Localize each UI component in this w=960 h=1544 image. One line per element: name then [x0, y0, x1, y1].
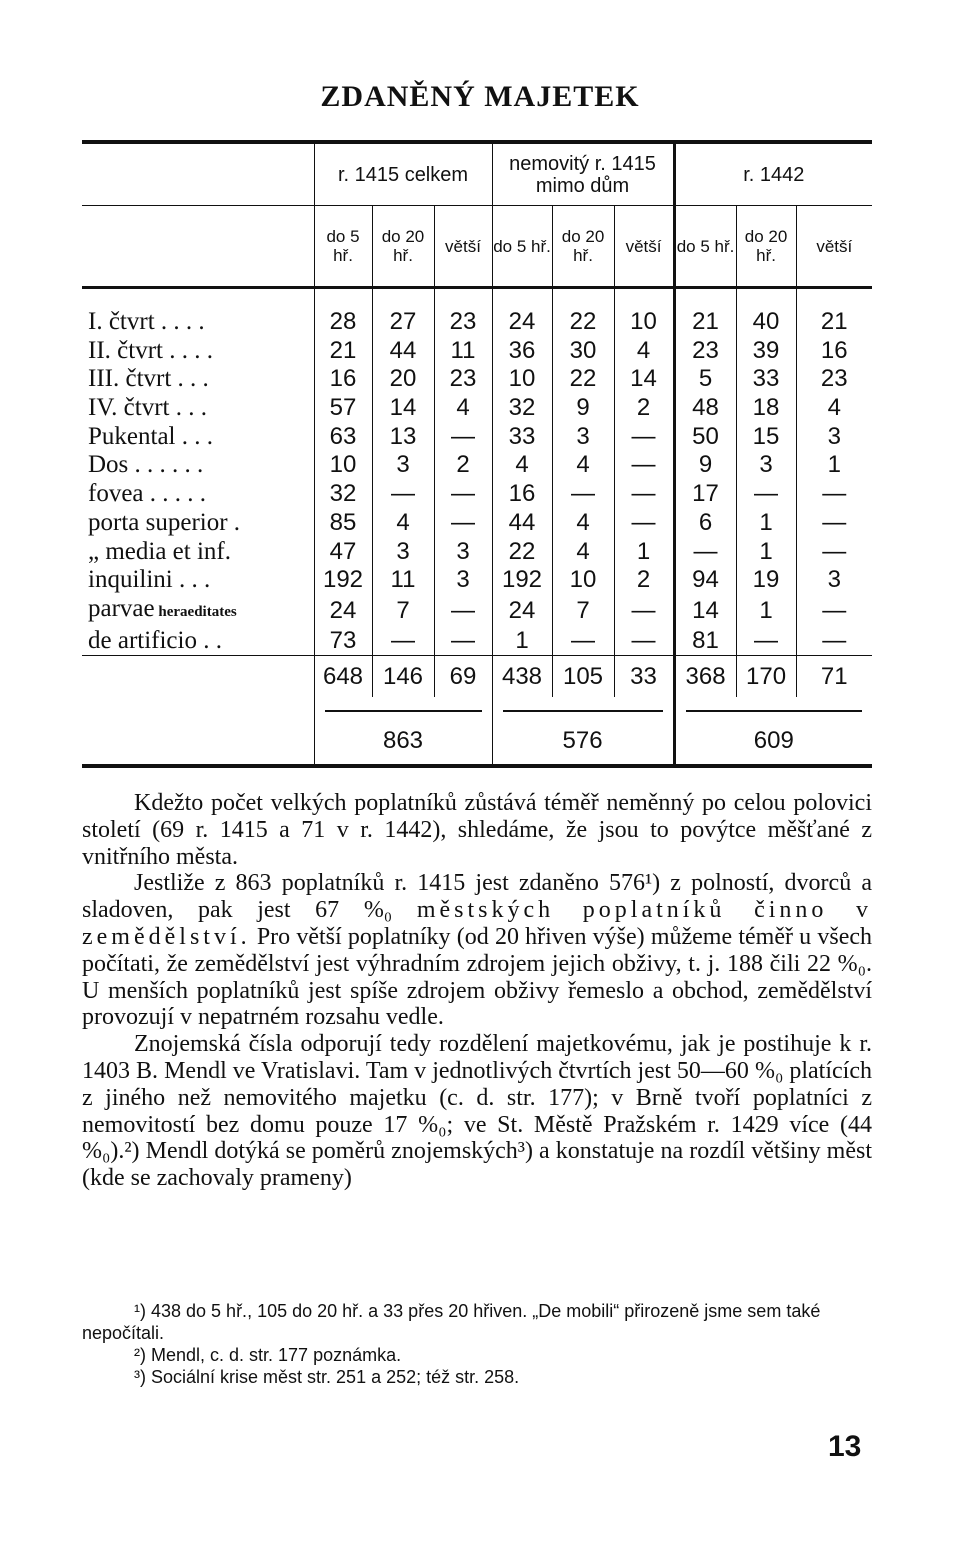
- table-cell: 50: [674, 422, 736, 451]
- grand-total-cell: 609: [674, 718, 872, 764]
- table-cell: 24: [492, 308, 552, 337]
- table-row: [82, 422, 872, 451]
- table-row: [82, 451, 872, 480]
- table-cell: 33: [736, 365, 796, 394]
- row-label: III. čtvrt . . .: [88, 365, 209, 393]
- tax-table: [82, 144, 872, 764]
- table-cell: —: [434, 480, 492, 509]
- table-cell: 21: [314, 336, 372, 365]
- table-cell: 3: [796, 566, 872, 595]
- table-cell: 16: [796, 336, 872, 365]
- table-cell: 1: [736, 595, 796, 627]
- table-row: [82, 626, 872, 655]
- table-cell: 73: [314, 626, 372, 655]
- table-cell: 4: [492, 451, 552, 480]
- table-cell: 47: [314, 537, 372, 566]
- table-cell: —: [736, 626, 796, 655]
- table-cell: 9: [674, 451, 736, 480]
- total-cell: 648: [314, 656, 372, 698]
- table-cell: 3: [796, 422, 872, 451]
- table-cell: 63: [314, 422, 372, 451]
- table-cell: 3: [552, 422, 614, 451]
- sub-header-cell: do 20 hř.: [372, 206, 434, 288]
- table-row: [82, 480, 872, 509]
- table-cell: 2: [614, 394, 674, 423]
- table-cell: 4: [796, 394, 872, 423]
- table-sub-header-row: [82, 206, 872, 288]
- total-cell: 69: [434, 656, 492, 698]
- row-label: inquilini . . .: [88, 566, 211, 594]
- brace-line: [686, 702, 863, 712]
- table-row: [82, 308, 872, 337]
- row-label: fovea . . . . .: [88, 480, 207, 508]
- total-cell: 33: [614, 656, 674, 698]
- table-cell: 44: [492, 509, 552, 538]
- group-header-1442: r. 1442: [674, 144, 872, 206]
- table-cell: 33: [492, 422, 552, 451]
- table-cell: 18: [736, 394, 796, 423]
- table-cell: 15: [736, 422, 796, 451]
- table-cell: —: [552, 480, 614, 509]
- table-cell: 3: [434, 566, 492, 595]
- table-cell: 4: [552, 537, 614, 566]
- table-cell: —: [372, 480, 434, 509]
- table-cell: 17: [674, 480, 736, 509]
- table-spacer-row: [82, 288, 872, 308]
- row-label: II. čtvrt . . . .: [88, 336, 213, 364]
- tax-table-frame: [82, 140, 872, 768]
- table-cell: 23: [674, 336, 736, 365]
- table-cell: 23: [434, 365, 492, 394]
- table-row: [82, 365, 872, 394]
- table-row: [82, 595, 872, 627]
- table-cell: 40: [736, 308, 796, 337]
- table-cell: 30: [552, 336, 614, 365]
- spaced-emphasis: městských poplatníků činno v zemědělství.: [82, 897, 873, 950]
- table-cell: —: [434, 595, 492, 627]
- table-cell: —: [552, 626, 614, 655]
- row-label: Pukental . . .: [88, 422, 213, 450]
- table-cell: —: [614, 626, 674, 655]
- table-cell: 21: [674, 308, 736, 337]
- table-row: [82, 336, 872, 365]
- table-cell: —: [796, 537, 872, 566]
- total-cell: 71: [796, 656, 872, 698]
- table-cell: 14: [372, 394, 434, 423]
- table-cell: —: [614, 595, 674, 627]
- table-cell: 4: [552, 509, 614, 538]
- sub-header-cell: do 5 hř.: [492, 206, 552, 288]
- table-cell: 1: [736, 537, 796, 566]
- brace: [314, 697, 492, 718]
- table-cell: 1: [614, 537, 674, 566]
- table-cell: 23: [434, 308, 492, 337]
- table-cell: 24: [492, 595, 552, 627]
- table-cell: —: [614, 509, 674, 538]
- table-cell: 39: [736, 336, 796, 365]
- table-cell: 5: [674, 365, 736, 394]
- table-cell: 10: [314, 451, 372, 480]
- table-cell: —: [674, 537, 736, 566]
- table-row: [82, 537, 872, 566]
- brace: [492, 697, 674, 718]
- table-cell: 11: [434, 336, 492, 365]
- page-title: ZDANĚNÝ MAJETEK: [320, 80, 640, 113]
- total-cell: 105: [552, 656, 614, 698]
- table-cell: 9: [552, 394, 614, 423]
- row-label: de artificio . .: [88, 626, 222, 654]
- table-cell: 14: [674, 595, 736, 627]
- table-cell: 10: [614, 308, 674, 337]
- table-cell: 3: [372, 451, 434, 480]
- sub-header-cell: do 20 hř.: [736, 206, 796, 288]
- table-cell: 19: [736, 566, 796, 595]
- sub-header-cell: větší: [796, 206, 872, 288]
- total-cell: 170: [736, 656, 796, 698]
- table-cell: 6: [674, 509, 736, 538]
- footnote-3: ³) Sociální krise měst str. 251 a 252; též str. 258.: [134, 1367, 520, 1387]
- table-cell: 22: [552, 365, 614, 394]
- table-cell: 21: [796, 308, 872, 337]
- table-cell: 3: [736, 451, 796, 480]
- table-row: [82, 509, 872, 538]
- table-cell: 7: [552, 595, 614, 627]
- table-cell: 1: [492, 626, 552, 655]
- footnotes: [82, 1300, 872, 1388]
- table-cell: —: [434, 626, 492, 655]
- table-cell: 10: [492, 365, 552, 394]
- totals-row: [82, 656, 872, 698]
- table-cell: —: [796, 626, 872, 655]
- table-cell: 192: [492, 566, 552, 595]
- table-cell: 20: [372, 365, 434, 394]
- sub-header-cell: do 5 hř.: [674, 206, 736, 288]
- brace-line: [503, 702, 663, 712]
- table-cell: 2: [614, 566, 674, 595]
- sub-header-cell: větší: [434, 206, 492, 288]
- table-cell: —: [796, 509, 872, 538]
- paragraph-3: Znojemská čísla odporují tedy rozdělení majetkovému, jak je postihuje k r. 1403 B. Mendl ve Vratislavi. Tam v jednotlivých čtvrtích jest 50—60 %₀ platících z jiného než nemovitého majetku (c. d. str. 177); v Brně tvoří poplatníci z nemovitostí bez domu pouze 17 %₀; ve St. Městě Pražském r. 1429 více (44 %₀).²) Mendl dotýká se poměrů znojemských³) a konstatuje na rozdíl většiny měst (kde se zachovaly prameny): [82, 1031, 872, 1192]
- table-cell: 1: [796, 451, 872, 480]
- footnote-1: ¹) 438 do 5 hř., 105 do 20 hř. a 33 přes 20 hřiven. „De mobili“ přirozeně jsme sem také nepočítali.: [82, 1301, 821, 1343]
- row-label: Dos . . . . . .: [88, 451, 204, 479]
- table-cell: 11: [372, 566, 434, 595]
- footnote-2: ²) Mendl, c. d. str. 177 poznámka.: [134, 1345, 402, 1365]
- table-cell: 32: [314, 480, 372, 509]
- table-cell: 4: [372, 509, 434, 538]
- table-cell: 94: [674, 566, 736, 595]
- table-cell: 16: [492, 480, 552, 509]
- table-cell: —: [434, 509, 492, 538]
- table-cell: 4: [614, 336, 674, 365]
- table-cell: 7: [372, 595, 434, 627]
- table-cell: 28: [314, 308, 372, 337]
- table-cell: 32: [492, 394, 552, 423]
- table-cell: 13: [372, 422, 434, 451]
- table-cell: 10: [552, 566, 614, 595]
- row-label: parvae heraeditates: [88, 595, 237, 622]
- brace: [674, 697, 872, 718]
- grand-total-cell: 576: [492, 718, 674, 764]
- sub-header-cell: do 20 hř.: [552, 206, 614, 288]
- table-cell: 81: [674, 626, 736, 655]
- table-group-header-row: [82, 144, 872, 206]
- table-cell: —: [614, 480, 674, 509]
- group-header-1415-real-estate: nemovitý r. 1415 mimo dům: [492, 144, 674, 206]
- table-cell: 27: [372, 308, 434, 337]
- sub-header-cell: do 5 hř.: [314, 206, 372, 288]
- table-cell: 4: [552, 451, 614, 480]
- total-cell: 438: [492, 656, 552, 698]
- table-cell: 3: [434, 537, 492, 566]
- grand-total-cell: 863: [314, 718, 492, 764]
- paragraph-1: Kdežto počet velkých poplatníků zůstává téměř neměnný po celou polovici století (69 r. 1415 a 71 v r. 1442), shledáme, že jsou to povýtce měšťané z vnitřního města.: [82, 790, 872, 870]
- table-cell: 22: [552, 308, 614, 337]
- paragraph-2: Jestliže z 863 poplatníků r. 1415 jest zdaněno 576¹) z polností, dvorců a sladoven, pak jest 67 %₀ městských poplatníků činno v zemědělství. Pro větší poplatníky (od 20 hřiven výše) můžeme téměř u všech počítati, že zemědělství jest výhradním zdrojem jejich obživy, t. j. 188 čili 22 %₀. U menších poplatníků jest spíše zdrojem obživy řemeslo a obchod, zemědělství provozují v nepatrném rozsahu vedle.: [82, 870, 873, 1031]
- group-header-1415-total: r. 1415 celkem: [314, 144, 492, 206]
- table-cell: 24: [314, 595, 372, 627]
- table-row: [82, 566, 872, 595]
- grand-totals-row: [82, 718, 872, 764]
- table-row: [82, 394, 872, 423]
- table-cell: —: [434, 422, 492, 451]
- table-cell: 36: [492, 336, 552, 365]
- brace-row: [82, 697, 872, 718]
- table-cell: 48: [674, 394, 736, 423]
- total-cell: 146: [372, 656, 434, 698]
- table-cell: —: [372, 626, 434, 655]
- table-cell: 23: [796, 365, 872, 394]
- table-cell: 44: [372, 336, 434, 365]
- table-cell: 22: [492, 537, 552, 566]
- row-label: IV. čtvrt . . .: [88, 394, 207, 422]
- total-cell: 368: [674, 656, 736, 698]
- table-cell: —: [796, 595, 872, 627]
- table-cell: 192: [314, 566, 372, 595]
- table-cell: 2: [434, 451, 492, 480]
- sub-header-cell: větší: [614, 206, 674, 288]
- table-cell: 16: [314, 365, 372, 394]
- row-label: „ media et inf.: [88, 537, 231, 565]
- table-cell: 14: [614, 365, 674, 394]
- table-cell: —: [614, 422, 674, 451]
- table-cell: —: [614, 451, 674, 480]
- table-cell: 3: [372, 537, 434, 566]
- page-number: 13: [828, 1430, 862, 1463]
- row-label: porta superior .: [88, 508, 241, 536]
- table-cell: —: [796, 480, 872, 509]
- table-cell: —: [736, 480, 796, 509]
- table-body: [82, 288, 872, 764]
- row-label: I. čtvrt . . . .: [88, 307, 205, 335]
- table-cell: 4: [434, 394, 492, 423]
- table-cell: 85: [314, 509, 372, 538]
- table-cell: 57: [314, 394, 372, 423]
- body-text: [82, 790, 872, 1192]
- row-label-small: heraeditates: [154, 604, 237, 620]
- table-cell: 1: [736, 509, 796, 538]
- brace-line: [325, 702, 482, 712]
